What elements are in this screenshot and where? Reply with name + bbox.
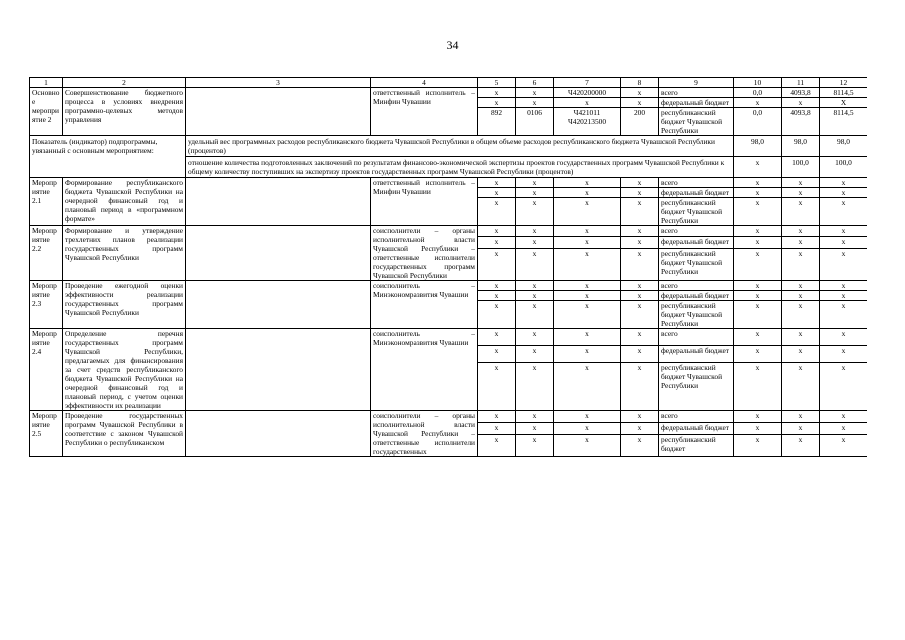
cell-y2: x xyxy=(782,98,820,108)
col-num: 6 xyxy=(516,78,554,88)
cell-y3: x xyxy=(820,281,868,291)
cell-y3: x xyxy=(820,188,868,198)
main-event-name: Совершенствование бюджетного процесса в условиях внедрения программно-целевых методов управления xyxy=(63,88,186,136)
cell-grbs: x xyxy=(478,411,516,423)
cell-y1: x xyxy=(734,363,782,411)
cell-target-article: Ч421011 Ч420213500 xyxy=(554,108,621,136)
cell-source: федеральный бюджет xyxy=(659,237,734,248)
col-num: 9 xyxy=(659,78,734,88)
cell-y2: x xyxy=(782,188,820,198)
cell-y3: 8114,5 xyxy=(820,108,868,136)
event-name: Формирование и утверждение трехлетних планов реализации государственных программ Чувашской Республики xyxy=(63,226,186,281)
event-kind: Мероприятие 2.3 xyxy=(30,281,63,329)
cell-source: республиканский бюджет Чувашской Республики xyxy=(659,108,734,136)
cell-section: x xyxy=(516,281,554,291)
cell-grbs: x xyxy=(478,237,516,248)
cell-y1: x xyxy=(734,291,782,301)
cell-source: всего xyxy=(659,411,734,423)
col-num: 11 xyxy=(782,78,820,88)
cell-section: x xyxy=(516,237,554,248)
cell-section: x xyxy=(516,198,554,226)
indicator-label: Показатель (индикатор) подпрограммы, увязанный с основным мероприятием: xyxy=(30,136,186,178)
cell-source: республиканский бюджет Чувашской Республики xyxy=(659,198,734,226)
cell-target-article: x xyxy=(554,329,621,346)
cell-section: x xyxy=(516,346,554,363)
cell-y2: x xyxy=(782,281,820,291)
cell-section: x xyxy=(516,301,554,329)
event-executor: соисполнители – органы исполнительной власти Чувашской Республики – ответственные исполнители государственных xyxy=(371,411,478,457)
cell-target-article: x xyxy=(554,198,621,226)
indicator-y1: x xyxy=(734,157,782,178)
cell-expense-type: x xyxy=(621,226,659,237)
cell-section: x xyxy=(516,178,554,188)
cell-section: x xyxy=(516,98,554,108)
cell-y3: 8114,5 xyxy=(820,88,868,98)
col-num: 1 xyxy=(30,78,63,88)
cell-y2: x xyxy=(782,434,820,456)
col-num: 12 xyxy=(820,78,868,88)
cell-expense-type: x xyxy=(621,237,659,248)
indicator-y2: 100,0 xyxy=(782,157,820,178)
cell-expense-type: x xyxy=(621,198,659,226)
cell-expense-type: x xyxy=(621,329,659,346)
event-kind: Мероприятие 2.4 xyxy=(30,329,63,411)
event-row xyxy=(30,281,868,291)
event-target xyxy=(186,178,371,226)
event-executor: ответственный исполнитель – Минфин Чувашии xyxy=(371,178,478,226)
cell-source: республиканский бюджет Чувашской Республики xyxy=(659,301,734,329)
cell-expense-type: x xyxy=(621,301,659,329)
col-num: 2 xyxy=(63,78,186,88)
cell-target-article: x xyxy=(554,248,621,280)
event-executor: соисполнители – органы исполнительной власти Чувашской Республики – ответственные исполнители государственных программ Чувашской Республики xyxy=(371,226,478,281)
program-table-frame xyxy=(29,77,867,587)
cell-target-article: x xyxy=(554,291,621,301)
cell-y1: x xyxy=(734,434,782,456)
cell-y3: x xyxy=(820,178,868,188)
col-num: 5 xyxy=(478,78,516,88)
cell-expense-type: x xyxy=(621,88,659,98)
cell-section: x xyxy=(516,411,554,423)
cell-expense-type: x xyxy=(621,178,659,188)
event-name: Формирование республиканского бюджета Чувашской Республики на очередной финансовый год и плановый период в «программном формате» xyxy=(63,178,186,226)
cell-grbs: 892 xyxy=(478,108,516,136)
cell-expense-type: x xyxy=(621,188,659,198)
cell-y1: x xyxy=(734,226,782,237)
cell-target-article: x xyxy=(554,237,621,248)
cell-source: федеральный бюджет xyxy=(659,346,734,363)
cell-target-article: x xyxy=(554,422,621,434)
cell-y3: x xyxy=(820,198,868,226)
cell-y1: x xyxy=(734,422,782,434)
cell-grbs: x xyxy=(478,281,516,291)
cell-y2: x xyxy=(782,226,820,237)
cell-source: республиканский бюджет Чувашской Республики xyxy=(659,248,734,280)
cell-grbs: x xyxy=(478,329,516,346)
event-name: Проведение государственных программ Чувашской Республики в соответствие с законом Чувашской Республики о республиканском xyxy=(63,411,186,457)
cell-y3: x xyxy=(820,226,868,237)
cell-y1: x xyxy=(734,411,782,423)
col-num: 4 xyxy=(371,78,478,88)
cell-y3: x xyxy=(820,301,868,329)
indicator-y3: 100,0 xyxy=(820,157,868,178)
cell-source: республиканский бюджет Чувашской Республики xyxy=(659,363,734,411)
cell-source: федеральный бюджет xyxy=(659,291,734,301)
cell-y2: x xyxy=(782,198,820,226)
col-num: 8 xyxy=(621,78,659,88)
event-name: Определение перечня государственных программ Чувашской Республики, предлагаемых для финансирования за счет средств республиканского бюджета Чувашской Республики на очередной финансовый год и плановый период, с учетом оценки эффективности их реализации xyxy=(63,329,186,411)
cell-expense-type: x xyxy=(621,363,659,411)
event-name: Проведение ежегодной оценки эффективности реализации государственных программ Чувашской Республики xyxy=(63,281,186,329)
event-row xyxy=(30,411,868,423)
cell-grbs: x xyxy=(478,248,516,280)
cell-target-article: x xyxy=(554,226,621,237)
column-number-row xyxy=(30,78,868,88)
event-kind: Мероприятие 2.2 xyxy=(30,226,63,281)
cell-section: x xyxy=(516,291,554,301)
cell-y1: x xyxy=(734,188,782,198)
cell-grbs: x xyxy=(478,434,516,456)
cell-y2: x xyxy=(782,422,820,434)
event-kind: Мероприятие 2.5 xyxy=(30,411,63,457)
cell-y1: x xyxy=(734,346,782,363)
event-executor: соисполнитель – Минэкономразвития Чувашии xyxy=(371,281,478,329)
cell-y2: x xyxy=(782,411,820,423)
cell-section: x xyxy=(516,226,554,237)
cell-grbs: x xyxy=(478,291,516,301)
cell-y3: x xyxy=(820,434,868,456)
cell-grbs: x xyxy=(478,98,516,108)
cell-source: всего xyxy=(659,226,734,237)
event-target xyxy=(186,329,371,411)
cell-source: всего xyxy=(659,88,734,98)
event-executor: соисполнитель – Минэкономразвития Чувашии xyxy=(371,329,478,411)
event-row xyxy=(30,329,868,346)
cell-y3: x xyxy=(820,346,868,363)
cell-y3: x xyxy=(820,329,868,346)
cell-y3: x xyxy=(820,248,868,280)
indicator-text: отношение количества подготовленных заключений по результатам финансово-экономической экспертизы проектов государственных программ Чувашской Республики к общему количеству поступивших на экспертизу проектов государственных программ Чувашской Республики (процентов) xyxy=(186,157,734,178)
cell-target-article: x xyxy=(554,363,621,411)
cell-y2: x xyxy=(782,248,820,280)
cell-section: x xyxy=(516,329,554,346)
cell-y1: x xyxy=(734,198,782,226)
col-num: 7 xyxy=(554,78,621,88)
cell-grbs: x xyxy=(478,301,516,329)
cell-y2: x xyxy=(782,237,820,248)
indicator-row xyxy=(30,136,868,157)
cell-expense-type: x xyxy=(621,281,659,291)
indicator-y2: 98,0 xyxy=(782,136,820,157)
cell-section: x xyxy=(516,363,554,411)
cell-y1: x xyxy=(734,301,782,329)
cell-y2: x xyxy=(782,329,820,346)
cell-expense-type: 200 xyxy=(621,108,659,136)
cell-y3: x xyxy=(820,291,868,301)
cell-target-article: x xyxy=(554,98,621,108)
cell-target-article: x xyxy=(554,346,621,363)
cell-y2: 4093,8 xyxy=(782,108,820,136)
cell-source: федеральный бюджет xyxy=(659,98,734,108)
cell-section: 0106 xyxy=(516,108,554,136)
cell-target-article: Ч420200000 xyxy=(554,88,621,98)
main-event-executor: ответственный исполнитель – Минфин Чувашии xyxy=(371,88,478,136)
event-row xyxy=(30,178,868,188)
cell-target-article: x xyxy=(554,301,621,329)
cell-source: федеральный бюджет xyxy=(659,422,734,434)
indicator-y1: 98,0 xyxy=(734,136,782,157)
main-event-target xyxy=(186,88,371,136)
cell-expense-type: x xyxy=(621,422,659,434)
cell-y1: 0,0 xyxy=(734,108,782,136)
cell-y1: x xyxy=(734,281,782,291)
cell-grbs: x xyxy=(478,188,516,198)
col-num: 10 xyxy=(734,78,782,88)
cell-y2: x xyxy=(782,301,820,329)
cell-target-article: x xyxy=(554,434,621,456)
cell-y2: x xyxy=(782,346,820,363)
event-target xyxy=(186,281,371,329)
cell-grbs: x xyxy=(478,88,516,98)
event-target xyxy=(186,411,371,457)
cell-section: x xyxy=(516,188,554,198)
cell-grbs: x xyxy=(478,178,516,188)
cell-grbs: x xyxy=(478,226,516,237)
cell-grbs: x xyxy=(478,198,516,226)
cell-expense-type: x xyxy=(621,434,659,456)
cell-source: республиканский бюджет xyxy=(659,434,734,456)
cell-target-article: x xyxy=(554,188,621,198)
cell-section: x xyxy=(516,422,554,434)
program-table xyxy=(29,77,867,457)
cell-y3: X xyxy=(820,98,868,108)
cell-y3: x xyxy=(820,237,868,248)
event-kind: Мероприятие 2.1 xyxy=(30,178,63,226)
cell-y2: x xyxy=(782,178,820,188)
cell-y1: x xyxy=(734,178,782,188)
main-event-row xyxy=(30,88,868,98)
cell-grbs: x xyxy=(478,346,516,363)
cell-target-article: x xyxy=(554,281,621,291)
cell-y2: 4093,8 xyxy=(782,88,820,98)
cell-y3: x xyxy=(820,363,868,411)
cell-y1: 0,0 xyxy=(734,88,782,98)
col-num: 3 xyxy=(186,78,371,88)
cell-y1: x xyxy=(734,98,782,108)
cell-expense-type: x xyxy=(621,411,659,423)
cell-y1: x xyxy=(734,237,782,248)
cell-y2: x xyxy=(782,363,820,411)
page-number: 34 xyxy=(446,38,459,52)
cell-grbs: x xyxy=(478,422,516,434)
cell-expense-type: x xyxy=(621,248,659,280)
cell-section: x xyxy=(516,88,554,98)
indicator-y3: 98,0 xyxy=(820,136,868,157)
indicator-text: удельный вес программных расходов республиканского бюджета Чувашской Республики в общем объеме расходов республиканского бюджета Чувашской Республики (процентов) xyxy=(186,136,734,157)
cell-source: всего xyxy=(659,281,734,291)
cell-y1: x xyxy=(734,329,782,346)
cell-target-article: x xyxy=(554,178,621,188)
cell-section: x xyxy=(516,434,554,456)
cell-source: всего xyxy=(659,178,734,188)
event-target xyxy=(186,226,371,281)
cell-expense-type: x xyxy=(621,346,659,363)
cell-grbs: x xyxy=(478,363,516,411)
main-event-kind: Основное мероприятие 2 xyxy=(30,88,63,136)
cell-expense-type: x xyxy=(621,291,659,301)
cell-expense-type: x xyxy=(621,98,659,108)
cell-source: всего xyxy=(659,329,734,346)
event-row xyxy=(30,226,868,237)
cell-section: x xyxy=(516,248,554,280)
cell-y3: x xyxy=(820,422,868,434)
cell-y3: x xyxy=(820,411,868,423)
cell-source: федеральный бюджет xyxy=(659,188,734,198)
cell-y1: x xyxy=(734,248,782,280)
cell-y2: x xyxy=(782,291,820,301)
cell-target-article: x xyxy=(554,411,621,423)
